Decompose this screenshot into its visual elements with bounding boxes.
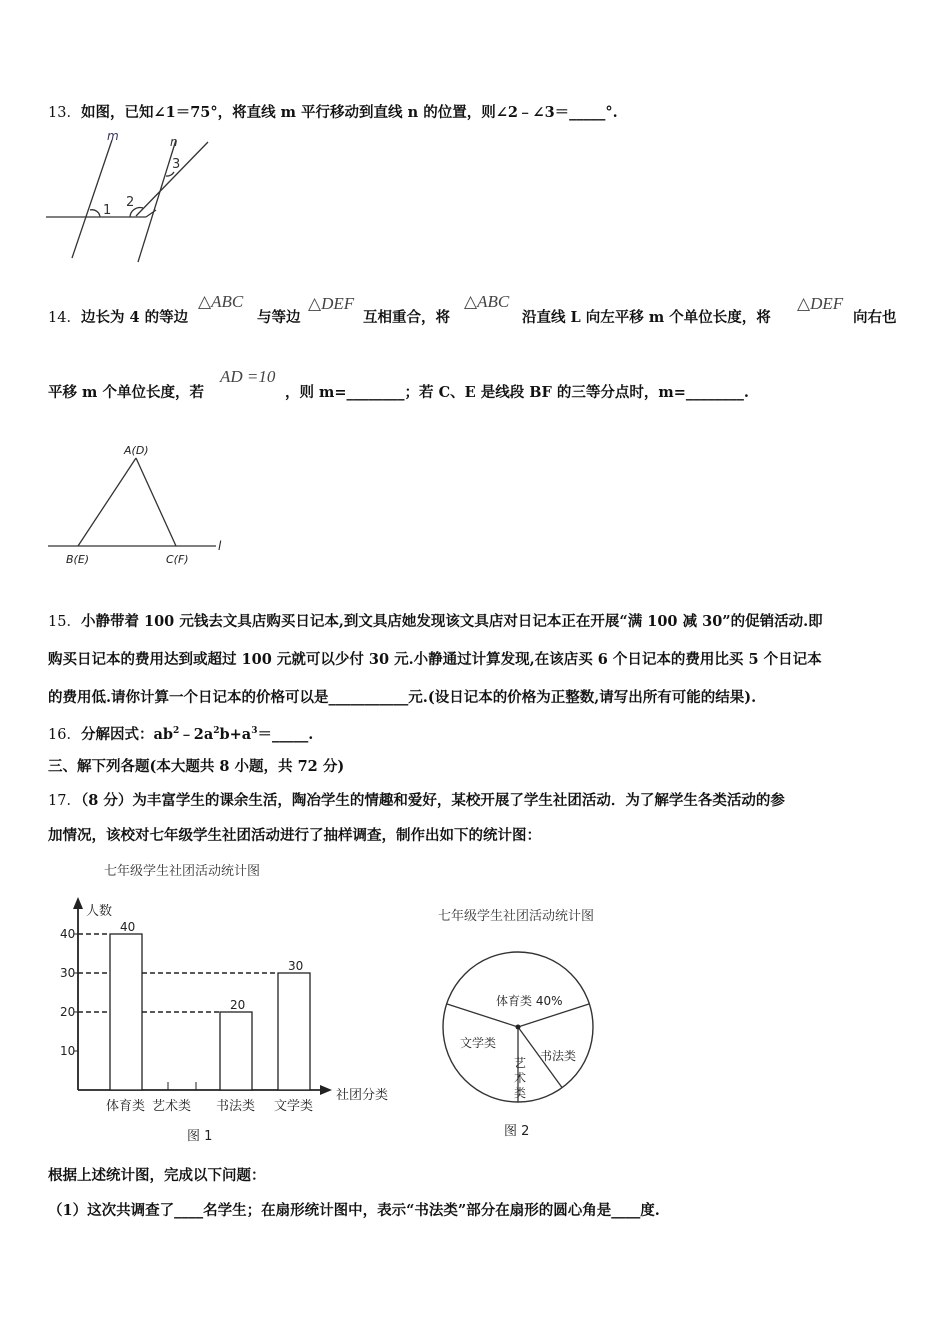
- bar-0: [110, 934, 142, 1090]
- section-3-heading: 三、解下列各题(本大题共 8 小题，共 72 分): [48, 758, 345, 775]
- x-category-label: 书法类: [216, 1099, 256, 1114]
- pie-chart-title: 七年级学生社团活动统计图: [438, 909, 595, 924]
- math-ad: AD =10: [220, 367, 276, 386]
- pie-label-art-char3: 类: [514, 1086, 527, 1100]
- q15-line3: 的费用低.请你计算一个日记本的价格可以是___________元.(设日记本的价格为正整数,请写出所有可能的结果).: [48, 689, 757, 706]
- pie-chart: [420, 895, 640, 1155]
- q14-seg4: 沿直线 L 向左平移 m 个单位长度，将: [522, 309, 771, 326]
- x-axis-label: 社团分类: [336, 1088, 389, 1103]
- line-n: [138, 140, 176, 262]
- y-tick-label: 10: [60, 1044, 76, 1058]
- label-angle3: 3: [172, 157, 181, 172]
- x-category-label: 文学类: [274, 1099, 314, 1114]
- q17-line2: 加情况，该校对七年级学生社团活动进行了抽样调查，制作出如下的统计图：: [48, 827, 541, 844]
- label-AD: A(D): [124, 444, 149, 457]
- pie-label-sports: 体育类 40%: [496, 994, 563, 1008]
- q17-after-text: 根据上述统计图，完成以下问题：: [48, 1167, 266, 1184]
- bar-2: [220, 1012, 252, 1090]
- triangle-left-side: [78, 458, 136, 546]
- q14-figure: [44, 438, 244, 573]
- bar-value-label: 40: [120, 920, 136, 934]
- label-CF: C(F): [166, 553, 189, 566]
- bar-chart-caption: 图 1: [187, 1129, 213, 1144]
- q16-text: 16．分解因式：$ab^2﹣2a^2b+a^3=\_\_\_\_\_$.: [48, 725, 314, 743]
- math-abc-2: △ABC: [464, 292, 510, 311]
- q14-seg3: 互相重合，将: [363, 309, 450, 326]
- q14-line2b: ，则 m=________；若 C、E 是线段 BF 的三等分点时，m=________.: [285, 384, 749, 401]
- q17-line1: 17．（8 分）为丰富学生的课余生活，陶冶学生的情趣和爱好，某校开展了学生社团活动．为了解学生各类活动的参: [48, 792, 785, 809]
- pie-chart-caption: 图 2: [504, 1124, 530, 1139]
- bar-value-label: 30: [288, 959, 304, 973]
- x-axis-arrow: [320, 1085, 332, 1095]
- bar-3: [278, 973, 310, 1090]
- y-axis-label: 人数: [86, 904, 113, 919]
- bar-chart-title: 七年级学生社团活动统计图: [104, 864, 261, 879]
- q14-seg5: 向右也: [853, 309, 897, 326]
- x-category-label: 体育类: [106, 1099, 146, 1114]
- x-category-label: 艺术类: [152, 1099, 192, 1114]
- label-angle2: 2: [126, 195, 135, 210]
- q14-line2a: 平移 m 个单位长度，若: [48, 384, 204, 401]
- pie-label-literature: 文学类: [460, 1036, 497, 1050]
- y-tick-label: 40: [60, 927, 76, 941]
- y-axis-arrow: [73, 897, 83, 909]
- math-abc-1: △ABC: [198, 292, 244, 311]
- label-angle1: 1: [103, 203, 112, 218]
- pie-label-calligraphy: 书法类: [540, 1049, 577, 1063]
- q15-line1: 15．小静带着 100 元钱去文具店购买日记本,到文具店她发现该文具店对日记本正在开展“满 100 减 30”的促销活动.即: [48, 613, 823, 630]
- q14-seg2: 与等边: [257, 309, 301, 326]
- pie-label-art-char1: 艺: [514, 1056, 527, 1070]
- pie-label-art-char2: 术: [514, 1071, 527, 1085]
- label-BE: B(E): [66, 553, 90, 566]
- triangle-right-side: [136, 458, 176, 546]
- y-tick-label: 20: [60, 1005, 76, 1019]
- y-tick-label: 30: [60, 966, 76, 980]
- q17-sub1: （1）这次共调查了____名学生；在扇形统计图中，表示“书法类”部分在扇形的圆心角是____度.: [48, 1202, 660, 1219]
- q13-figure: [40, 128, 220, 268]
- pie-center: [516, 1025, 521, 1030]
- math-def-1: △DEF: [308, 294, 355, 313]
- line-m: [72, 140, 112, 258]
- label-m: m: [107, 129, 119, 143]
- bar-chart: [44, 855, 414, 1150]
- q14-line1: 14．边长为 4 的等边: [48, 309, 189, 326]
- label-n: n: [170, 135, 178, 149]
- q13-text: 13．如图，已知∠1＝75°，将直线 m 平行移动到直线 n 的位置，则∠2﹣∠3＝_____°.: [48, 104, 618, 121]
- angle1-arc: [90, 210, 100, 217]
- math-def-2: △DEF: [797, 294, 844, 313]
- label-l: l: [218, 539, 222, 553]
- bar-value-label: 20: [230, 998, 246, 1012]
- q15-line2: 购买日记本的费用达到或超过 100 元就可以少付 30 元.小静通过计算发现,在该店买 6 个日记本的费用比买 5 个日记本: [48, 651, 822, 668]
- angle3-arc: [166, 172, 174, 176]
